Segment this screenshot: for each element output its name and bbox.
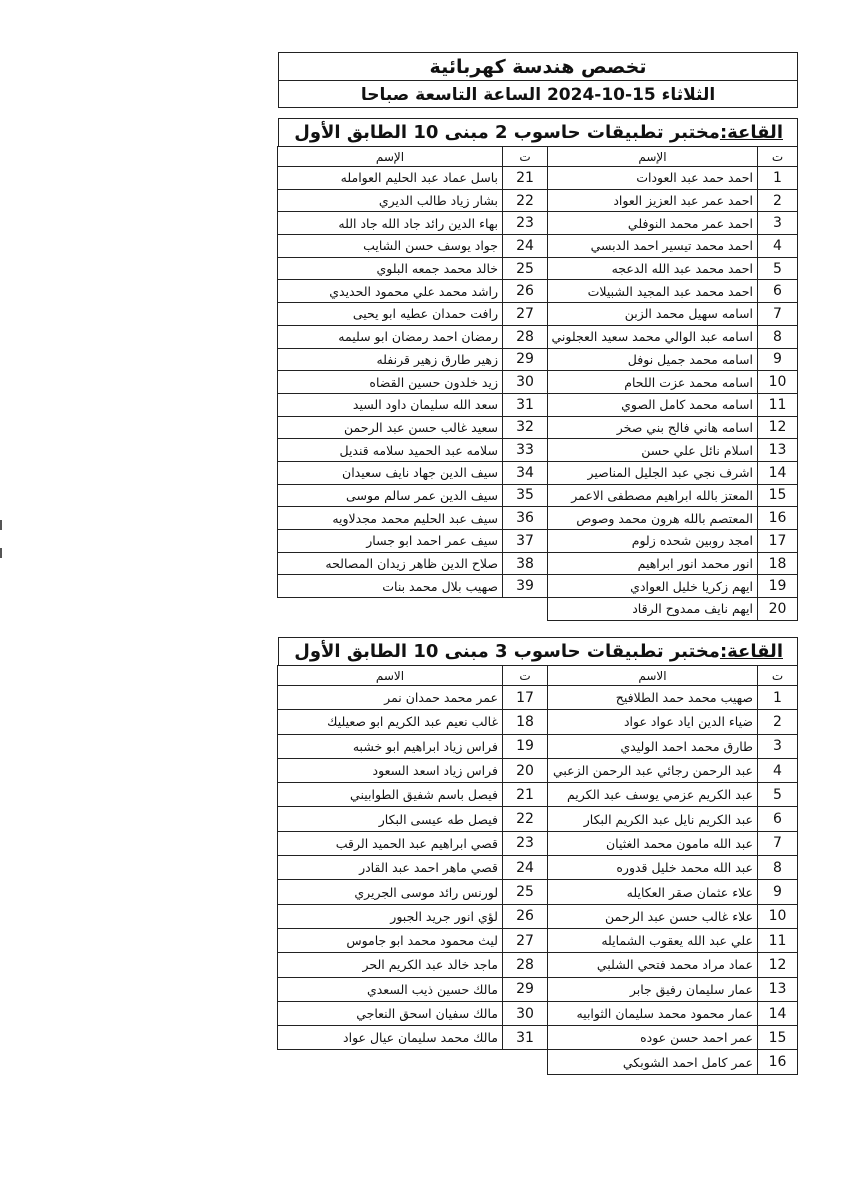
row-number: 4 (758, 235, 798, 258)
student-name: عبد الرحمن رجائي عبد الرحمن الزعبي (548, 758, 758, 782)
student-name: اسامه سهيل محمد الزبن (548, 303, 758, 326)
table-row (278, 257, 798, 280)
table-row (278, 1050, 798, 1074)
student-name: عمار محمود محمد سليمان الثوابيه (548, 1001, 758, 1025)
row-number: 18 (758, 552, 798, 575)
student-name: خالد محمد جمعه البلوي (278, 257, 503, 280)
student-name: احمد عمر محمد النوفلي (548, 212, 758, 235)
row-number: 10 (758, 904, 798, 928)
col-name-header: الاسم (548, 666, 758, 686)
student-name: عمر محمد حمدان نمر (278, 686, 503, 710)
row-number: 1 (758, 686, 798, 710)
student-name: ايهم نايف ممدوح الرقاد (548, 598, 758, 621)
student-name: ماجد خالد عبد الكريم الحر (278, 953, 503, 977)
student-name: احمد محمد تيسير احمد الدبسي (548, 235, 758, 258)
student-name: سيف عبد الحليم محمد مجدلاويه (278, 507, 503, 530)
student-name: رافت حمدان عطيه ابو يحيى (278, 303, 503, 326)
table-row (278, 235, 798, 258)
row-number: 11 (758, 393, 798, 416)
row-number: 16 (758, 507, 798, 530)
row-number: 3 (758, 734, 798, 758)
table-row (278, 461, 798, 484)
table-row (278, 348, 798, 371)
table-row (278, 598, 798, 621)
row-number: 6 (758, 280, 798, 303)
student-name: غالب نعيم عبد الكريم ابو صعيليك (278, 710, 503, 734)
table-row (278, 303, 798, 326)
row-number: 13 (758, 439, 798, 462)
table-row (278, 880, 798, 904)
row-number: 15 (758, 484, 798, 507)
row-number: 5 (758, 783, 798, 807)
table-row (278, 189, 798, 212)
student-name: احمد عمر عبد العزيز العواد (548, 189, 758, 212)
row-number: 9 (758, 348, 798, 371)
table-row (278, 371, 798, 394)
student-name: اسامه محمد كامل الصوي (548, 393, 758, 416)
row-number: 29 (503, 977, 548, 1001)
student-name (278, 1050, 503, 1074)
table-row (278, 953, 798, 977)
hall-2-title (278, 637, 798, 665)
table-row (278, 928, 798, 952)
row-number: 18 (503, 710, 548, 734)
student-name: لؤي انور جريد الجبور (278, 904, 503, 928)
student-name: مالك سفيان اسحق النعاجي (278, 1001, 503, 1025)
table-row (278, 575, 798, 598)
row-number: 36 (503, 507, 548, 530)
table-header-row (278, 666, 798, 686)
student-name: باسل عماد عبد الحليم العوامله (278, 167, 503, 190)
hall-2-title-prefix: القاعة: (719, 641, 783, 662)
student-name: سيف الدين عمر سالم موسى (278, 484, 503, 507)
student-name: اسامه عبد الوالي محمد سعيد العجلوني (548, 325, 758, 348)
table-row (278, 167, 798, 190)
student-name: عبد الكريم نايل عبد الكريم البكار (548, 807, 758, 831)
row-number: 23 (503, 831, 548, 855)
row-number: 33 (503, 439, 548, 462)
table-row (278, 734, 798, 758)
row-number: 5 (758, 257, 798, 280)
hall-1-table (277, 146, 798, 621)
row-number: 20 (503, 758, 548, 782)
row-number: 13 (758, 977, 798, 1001)
row-number: 21 (503, 167, 548, 190)
student-name: علاء عثمان صقر العكايله (548, 880, 758, 904)
student-name: اشرف نجي عبد الجليل المناصير (548, 461, 758, 484)
student-name: لورنس رائد موسى الجريري (278, 880, 503, 904)
student-name: طارق محمد احمد الوليدي (548, 734, 758, 758)
row-number: 22 (503, 189, 548, 212)
table-row (278, 393, 798, 416)
table-row (278, 530, 798, 553)
student-name: انور محمد انور ابراهيم (548, 552, 758, 575)
row-number: 9 (758, 880, 798, 904)
student-name: مالك حسين ذيب السعدي (278, 977, 503, 1001)
row-number: 8 (758, 325, 798, 348)
student-name: اسلام نائل علي حسن (548, 439, 758, 462)
student-name: زيد خلدون حسين القضاه (278, 371, 503, 394)
student-name: زهير طارق زهير قرنفله (278, 348, 503, 371)
student-name: بهاء الدين رائد جاد الله جاد الله (278, 212, 503, 235)
student-name (278, 598, 503, 621)
row-number: 1 (758, 167, 798, 190)
table-row (278, 977, 798, 1001)
student-name: اسامه محمد عزت اللحام (548, 371, 758, 394)
student-name: احمد محمد عبد المجيد الشبيلات (548, 280, 758, 303)
row-number: 3 (758, 212, 798, 235)
department-title: تخصص هندسة كهربائية (429, 55, 647, 78)
scan-margin-mark (0, 520, 2, 530)
student-name: عماد مراد محمد فتحي الشلبي (548, 953, 758, 977)
student-name: عبد الكريم عزمي يوسف عبد الكريم (548, 783, 758, 807)
row-number: 27 (503, 303, 548, 326)
row-number: 4 (758, 758, 798, 782)
student-name: فيصل باسم شفيق الطوابيني (278, 783, 503, 807)
table-row (278, 325, 798, 348)
col-name-header: الاسم (278, 666, 503, 686)
row-number: 25 (503, 880, 548, 904)
student-name: المعتز بالله ابراهيم مصطفى الاعمر (548, 484, 758, 507)
row-number: 30 (503, 1001, 548, 1025)
student-name: سعيد غالب حسن عبد الرحمن (278, 416, 503, 439)
hall-2-title-rest: مختبر تطبيقات حاسوب 3 مبنى 10 الطابق الأول (294, 641, 720, 662)
row-number: 2 (758, 710, 798, 734)
student-name: صهيب بلال محمد بنات (278, 575, 503, 598)
header-box (278, 52, 798, 108)
student-name: فراس زياد ابراهيم ابو خشبه (278, 734, 503, 758)
row-number: 17 (503, 686, 548, 710)
row-number: 31 (503, 393, 548, 416)
table-row (278, 758, 798, 782)
table-row (278, 280, 798, 303)
row-number: 12 (758, 416, 798, 439)
row-number: 17 (758, 530, 798, 553)
student-name: علي عبد الله يعقوب الشمايله (548, 928, 758, 952)
student-name: عمار سليمان رفيق جابر (548, 977, 758, 1001)
student-name: ايهم زكريا خليل العوادي (548, 575, 758, 598)
student-name: عبد الله مامون محمد الغثيان (548, 831, 758, 855)
student-name: سيف عمر احمد ابو جسار (278, 530, 503, 553)
row-number: 26 (503, 904, 548, 928)
col-num-header: ت (758, 666, 798, 686)
col-name-header: الإسم (278, 147, 503, 167)
student-name: المعتصم بالله هرون محمد وصوص (548, 507, 758, 530)
hall-1-title-prefix: القاعة: (719, 122, 783, 143)
table-row (278, 484, 798, 507)
exam-date-line: الثلاثاء 15-10-2024 الساعة التاسعة صباحا (279, 80, 797, 108)
table-header-row (278, 147, 798, 167)
student-name: عمر كامل احمد الشوبكي (548, 1050, 758, 1074)
row-number: 8 (758, 856, 798, 880)
col-num-header: ت (758, 147, 798, 167)
row-number: 7 (758, 303, 798, 326)
student-name: صهيب محمد حمد الطلافيح (548, 686, 758, 710)
row-number: 25 (503, 257, 548, 280)
student-name: اسامه محمد جميل نوفل (548, 348, 758, 371)
student-name: عمر احمد حسن عوده (548, 1026, 758, 1050)
row-number: 7 (758, 831, 798, 855)
row-number: 37 (503, 530, 548, 553)
student-name: اسامه هاني فالح بني صخر (548, 416, 758, 439)
row-number: 16 (758, 1050, 798, 1074)
row-number: 28 (503, 325, 548, 348)
table-row (278, 416, 798, 439)
hall-1-title (278, 118, 798, 146)
row-number: 30 (503, 371, 548, 394)
student-name: سيف الدين جهاد نايف سعيدان (278, 461, 503, 484)
student-name: صلاح الدين ظاهر زيدان المصالحه (278, 552, 503, 575)
student-name: امجد روبين شحده زلوم (548, 530, 758, 553)
table-row (278, 507, 798, 530)
student-name: فراس زياد اسعد السعود (278, 758, 503, 782)
table-row (278, 212, 798, 235)
row-number: 38 (503, 552, 548, 575)
scan-margin-mark (0, 548, 2, 558)
row-number: 2 (758, 189, 798, 212)
row-number: 14 (758, 461, 798, 484)
row-number: 31 (503, 1026, 548, 1050)
table-row (278, 783, 798, 807)
student-name: ليث محمود محمد ابو جاموس (278, 928, 503, 952)
student-name: بشار زياد طالب الديري (278, 189, 503, 212)
col-num-header: ت (503, 147, 548, 167)
row-number: 19 (503, 734, 548, 758)
student-name: ضياء الدين اياد عواد عواد (548, 710, 758, 734)
student-name: علاء غالب حسن عبد الرحمن (548, 904, 758, 928)
row-number: 19 (758, 575, 798, 598)
hall-2-table (277, 665, 798, 1075)
col-name-header: الإسم (548, 147, 758, 167)
row-number: 10 (758, 371, 798, 394)
table-row (278, 807, 798, 831)
student-name: قصي ابراهيم عبد الحميد الرقب (278, 831, 503, 855)
student-name: مالك محمد سليمان عيال عواد (278, 1026, 503, 1050)
table-row (278, 904, 798, 928)
table-row (278, 552, 798, 575)
student-name: قصي ماهر احمد عبد القادر (278, 856, 503, 880)
student-name: عبد الله محمد خليل قدوره (548, 856, 758, 880)
row-number: 11 (758, 928, 798, 952)
row-number: 6 (758, 807, 798, 831)
row-number: 22 (503, 807, 548, 831)
row-number: 39 (503, 575, 548, 598)
student-name: سعد الله سليمان داود السيد (278, 393, 503, 416)
student-name: رمضان احمد رمضان ابو سليمه (278, 325, 503, 348)
student-name: احمد حمد عبد العودات (548, 167, 758, 190)
student-name: فيصل طه عيسى البكار (278, 807, 503, 831)
row-number: 27 (503, 928, 548, 952)
hall-1-section (278, 118, 798, 621)
student-name: سلامه عبد الحميد سلامه قنديل (278, 439, 503, 462)
row-number: 23 (503, 212, 548, 235)
row-number: 26 (503, 280, 548, 303)
hall-2-section (278, 637, 798, 1075)
table-row (278, 856, 798, 880)
row-number: 24 (503, 235, 548, 258)
table-row (278, 439, 798, 462)
table-row (278, 1026, 798, 1050)
row-number: 14 (758, 1001, 798, 1025)
hall-1-title-rest: مختبر تطبيقات حاسوب 2 مبنى 10 الطابق الأول (294, 122, 720, 143)
table-row (278, 1001, 798, 1025)
student-name: احمد محمد عبد الله الدعجه (548, 257, 758, 280)
row-number (503, 1050, 548, 1074)
row-number (503, 598, 548, 621)
row-number: 21 (503, 783, 548, 807)
col-num-header: ت (503, 666, 548, 686)
row-number: 12 (758, 953, 798, 977)
student-name: راشد محمد علي محمود الحديدي (278, 280, 503, 303)
row-number: 20 (758, 598, 798, 621)
row-number: 29 (503, 348, 548, 371)
row-number: 32 (503, 416, 548, 439)
row-number: 15 (758, 1026, 798, 1050)
student-name: جواد يوسف حسن الشايب (278, 235, 503, 258)
row-number: 35 (503, 484, 548, 507)
table-row (278, 831, 798, 855)
table-row (278, 686, 798, 710)
row-number: 34 (503, 461, 548, 484)
row-number: 24 (503, 856, 548, 880)
row-number: 28 (503, 953, 548, 977)
table-row (278, 710, 798, 734)
